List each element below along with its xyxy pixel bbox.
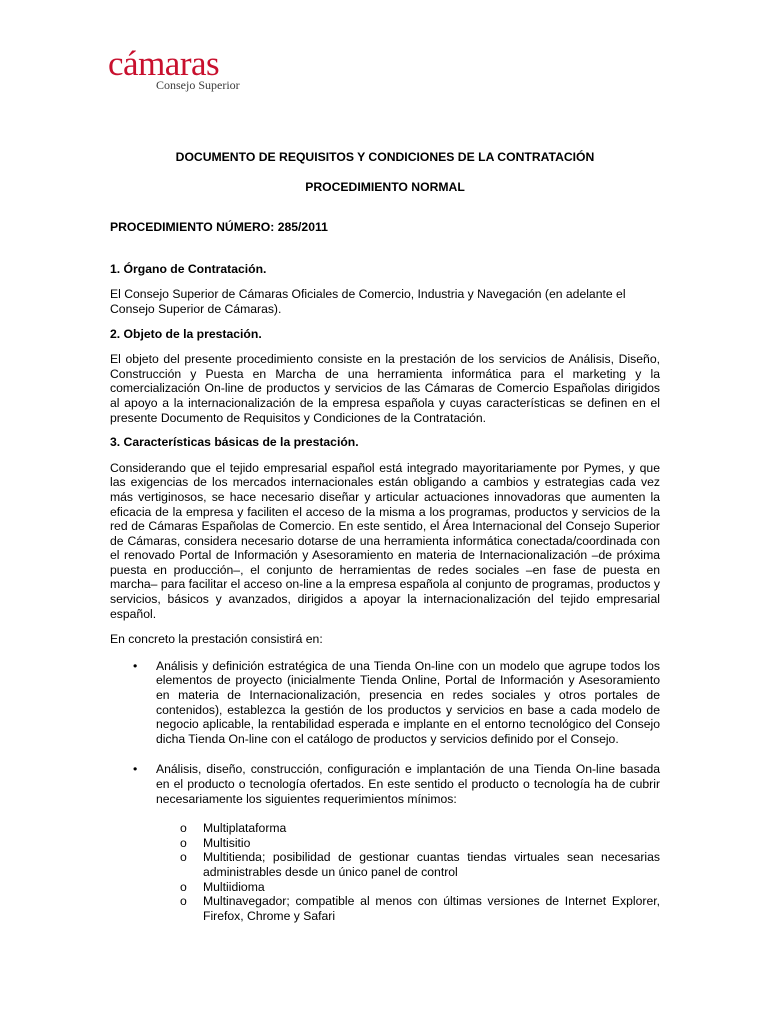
section-2-heading: 2. Objeto de la prestación. xyxy=(110,326,262,341)
camaras-logo xyxy=(108,44,268,94)
logo-brand: cámaras xyxy=(108,44,220,83)
section-1-text: El Consejo Superior de Cámaras Oficiales de Comercio, Industria y Navegación (en adelante el Consejo Superior de Cámaras). xyxy=(110,287,626,316)
document-subtitle: PROCEDIMIENTO NORMAL xyxy=(305,179,465,194)
list-item xyxy=(110,762,660,806)
list-item xyxy=(110,880,660,895)
list-item-text: Multitienda; posibilidad de gestionar cuantas tiendas virtuales sean necesarias administrables desde un único panel de control xyxy=(203,850,660,879)
circle-bullet-icon: o xyxy=(180,850,187,865)
requirements-list xyxy=(110,821,660,923)
list-item-text: Análisis y definición estratégica de una Tienda On-line con un modelo que agrupe todos los elementos de proyecto (inicialmente Tienda Online, Portal de Información y Asesoramiento en materia de Internacionalización, presencia en redes sociales y otros portales de contenidos), establezca la gestión de los productos y servicios en base a cada modelo de negocio aplicable, la rentabilidad esperada e implante en el entorno tecnológico del Consejo dicha Tienda On-line con el catálogo de productos y servicios definido por el Consejo. xyxy=(156,658,660,746)
list-item-text: Multiidioma xyxy=(203,879,265,894)
list-item xyxy=(110,836,660,851)
section-2-text: El objeto del presente procedimiento consiste en la prestación de los servicios de Análisis, Diseño, Construcción y Puesta en Marcha de una herramienta informática para el marketing y la comercialización On-line de productos y servicios de las Cámaras de Comercio Españolas dirigidos al apoyo a la internacionalización de la empresa española y cuyas características se definen en el presente Documento de Requisitos y Condiciones de la Contratación. xyxy=(110,352,660,425)
list-item xyxy=(110,894,660,923)
list-item xyxy=(110,821,660,836)
logo-subtitle: Consejo Superior xyxy=(156,78,240,92)
section-3-text: Considerando que el tejido empresarial español está integrado mayoritariamente por Pymes, y que las exigencias de los mercados internacionales están obligando a cambios y estrategias cada vez más vertiginosos, se hace necesario diseñar y articular actuaciones innovadoras que aumenten la eficacia de la empresa y faciliten el acceso de la misma a los programas, productos y servicios de la red de Cámaras Españolas de Comercio. En este sentido, el Área Internacional del Consejo Superior de Cámaras, considera necesario dotarse de una herramienta informática conectada/coordinada con el renovado Portal de Información y Asesoramiento en materia de Internacionalización –de próxima puesta en producción–, el conjunto de herramientas de redes sociales –en fase de puesta en marcha– para facilitar el acceso on-line a la empresa española al conjunto de programas, productos y servicios, básicos y avanzados, dirigidos a apoyar la internacionalización del tejido empresarial español. xyxy=(110,460,660,621)
list-item-text: Multisitio xyxy=(203,835,251,850)
bullet-icon: • xyxy=(133,658,138,673)
procedure-number: PROCEDIMIENTO NÚMERO: 285/2011 xyxy=(110,220,328,235)
list-item-text: Multiplataforma xyxy=(203,821,287,836)
document-body xyxy=(110,150,660,923)
list-item xyxy=(110,850,660,879)
circle-bullet-icon: o xyxy=(180,894,187,909)
bullet-icon: • xyxy=(133,762,138,777)
bullet-list xyxy=(110,659,660,806)
section-3-heading: 3. Características básicas de la prestación. xyxy=(110,435,359,450)
list-item-text: Análisis, diseño, construcción, configuración e implantación de una Tienda On-line basada en el producto o tecnología ofertados. En este sentido el producto o tecnología ha de cubrir necesariamente los siguientes requerimientos mínimos: xyxy=(156,762,660,806)
circle-bullet-icon: o xyxy=(180,835,187,850)
document-title: DOCUMENTO DE REQUISITOS Y CONDICIONES DE LA CONTRATACIÓN xyxy=(175,150,595,164)
circle-bullet-icon: o xyxy=(180,879,187,894)
list-item-text: Multinavegador; compatible al menos con últimas versiones de Internet Explorer, Firefox, Chrome y Safari xyxy=(203,894,660,923)
list-item xyxy=(110,659,660,747)
section-3-intro: En concreto la prestación consistirá en: xyxy=(110,632,323,647)
circle-bullet-icon: o xyxy=(180,821,187,836)
section-1-heading: 1. Órgano de Contratación. xyxy=(110,261,267,276)
